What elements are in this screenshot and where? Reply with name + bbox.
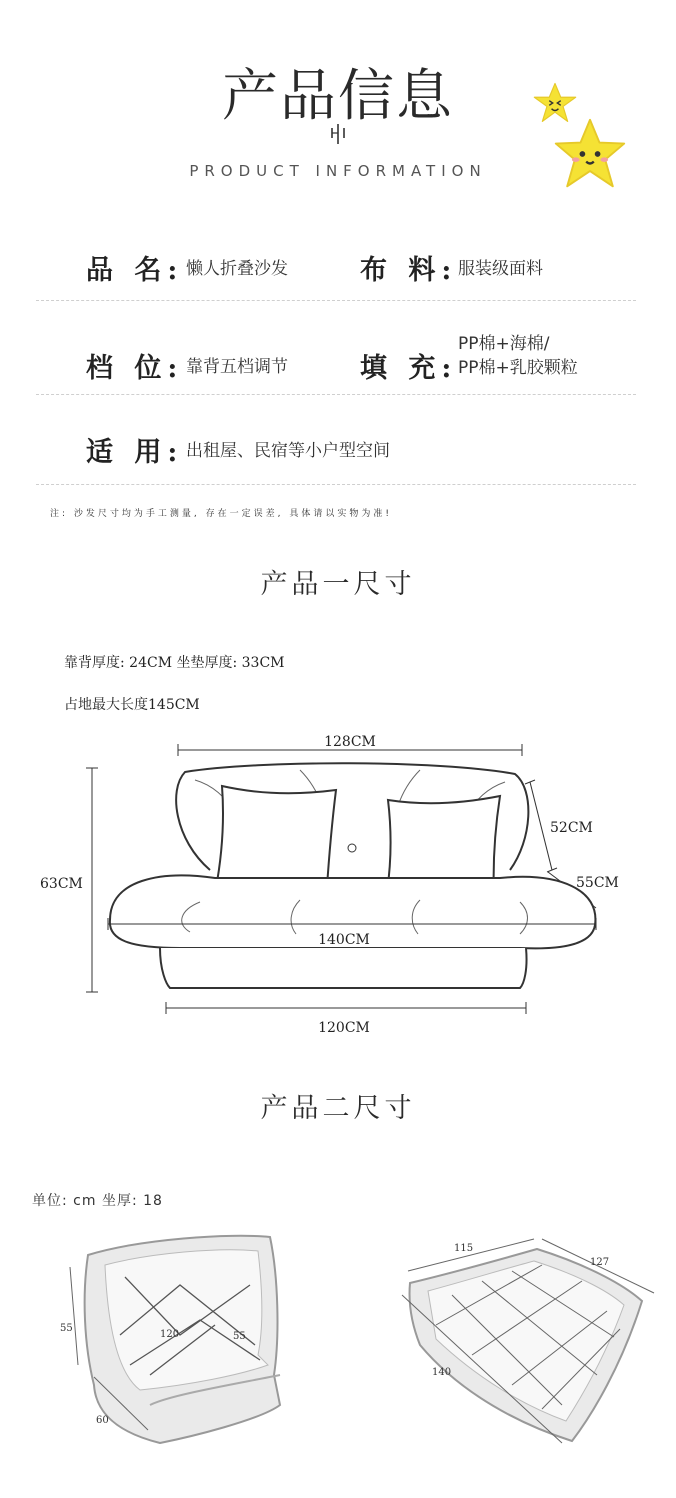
p2-left-inner-depth: 55 <box>233 1331 246 1342</box>
measurement-note: 注: 沙发尺寸均为手工测量, 存在一定误差, 具体请以实物为准! <box>50 509 392 519</box>
dim-top-width: 128CM <box>324 734 376 750</box>
product1-spec-line1: 靠背厚度: 24CM 坐垫厚度: 33CM <box>64 655 285 671</box>
fabric-value: 服装级面料 <box>458 259 543 279</box>
title-dark: 产品 <box>222 64 338 129</box>
p2-left-height: 55 <box>60 1323 73 1334</box>
p2-left-depth: 60 <box>96 1415 109 1426</box>
filling-label: 填 充: <box>360 353 458 384</box>
usage-value: 出租屋、民宿等小户型空间 <box>186 441 390 461</box>
divider <box>36 484 636 485</box>
p2-right-length: 140 <box>432 1367 452 1378</box>
dim-seat-width: 140CM <box>318 932 370 948</box>
product2-title: 产品二尺寸 <box>260 1093 416 1124</box>
product1-title: 产品一尺寸 <box>260 569 416 600</box>
divider <box>36 394 636 395</box>
gear-value: 靠背五档调节 <box>186 357 288 377</box>
sofa1-drawing <box>0 720 676 1050</box>
name-value: 懒人折叠沙发 <box>186 259 288 279</box>
title-gold: 信息 <box>338 64 454 129</box>
sofa2-right-drawing <box>392 1225 662 1450</box>
dim-base-width: 120CM <box>318 1020 370 1036</box>
name-label: 品 名: <box>86 255 184 286</box>
filling-value-line2: PP棉+乳胶颗粒 <box>458 358 578 378</box>
large-star-icon <box>552 116 628 192</box>
fabric-label: 布 料: <box>360 255 458 286</box>
product2-unit-line: 单位: cm 坐厚: 18 <box>32 1193 163 1209</box>
p2-left-width: 120 <box>160 1329 180 1340</box>
dim-total-height: 63CM <box>40 876 83 892</box>
gear-label: 档 位: <box>86 353 184 384</box>
filling-value-line1: PP棉+海棉/ <box>458 334 550 354</box>
p2-right-depth: 127 <box>590 1257 610 1268</box>
divider <box>36 300 636 301</box>
p2-right-width: 115 <box>454 1243 474 1254</box>
dim-back-height: 52CM <box>550 820 593 836</box>
fork-ornament-icon <box>326 122 350 146</box>
product1-spec-line2: 占地最大长度145CM <box>64 697 200 713</box>
page-subtitle: PRODUCT INFORMATION <box>189 162 487 180</box>
dim-seat-depth: 55CM <box>576 875 619 891</box>
sofa2-left-drawing <box>30 1225 360 1450</box>
usage-label: 适 用: <box>86 437 184 468</box>
